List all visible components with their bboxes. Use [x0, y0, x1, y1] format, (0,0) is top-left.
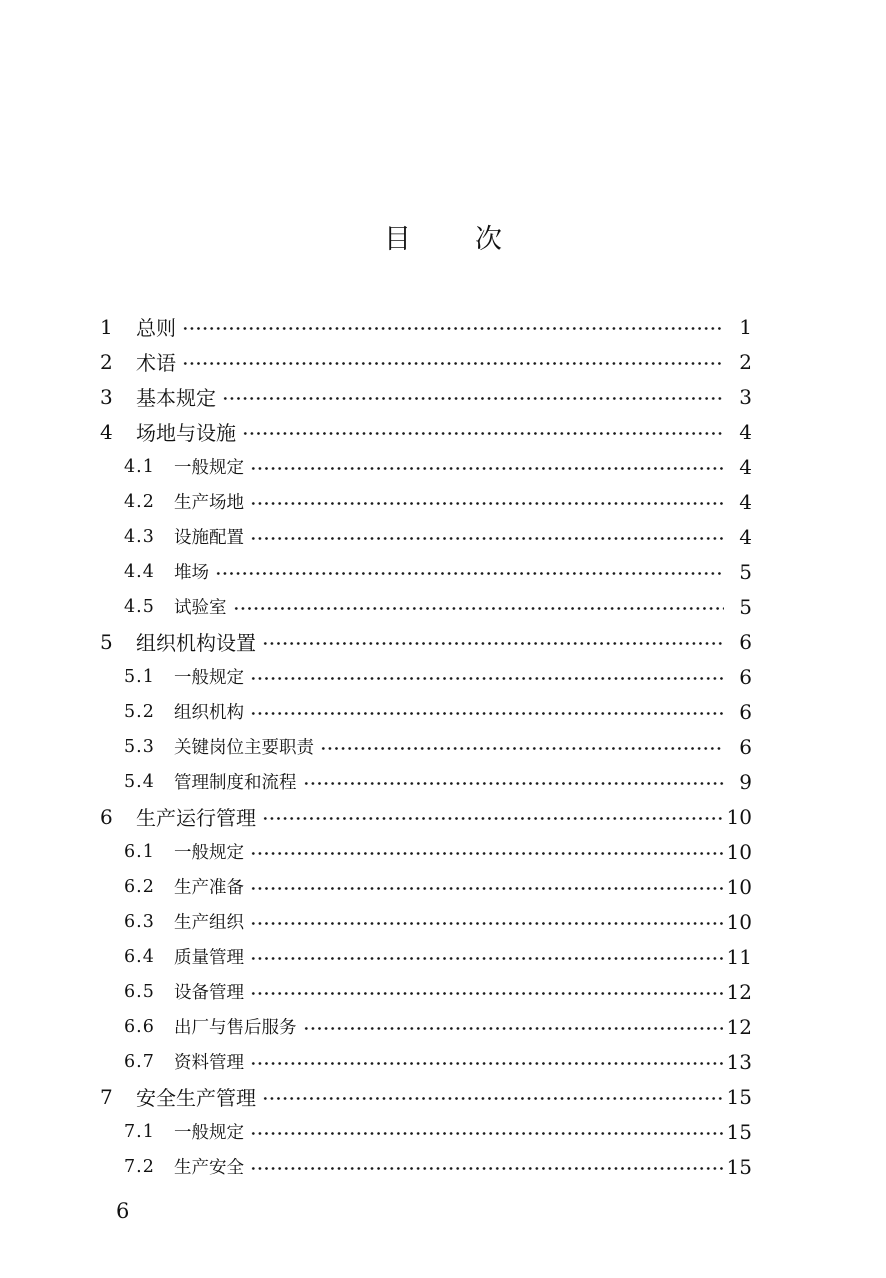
toc-entry[interactable]: [0, 1079, 886, 1114]
toc-entry-label: 生产场地: [174, 493, 244, 513]
toc-entry-content: [124, 554, 752, 589]
toc-entry-label: 生产准备: [174, 878, 244, 898]
toc-entry[interactable]: [0, 834, 886, 869]
toc-entry[interactable]: [0, 904, 886, 939]
dot-leader: [320, 747, 724, 750]
toc-entry[interactable]: [0, 344, 886, 379]
dot-leader: [250, 852, 723, 855]
dot-leader: [303, 1027, 723, 1030]
toc-entry-label: 资料管理: [174, 1053, 244, 1073]
toc-entry-number: 6.4: [124, 946, 155, 967]
toc-entry-content: [124, 1009, 752, 1044]
toc-entry-page: 1: [739, 314, 752, 339]
toc-entry-label: 设备管理: [174, 983, 244, 1003]
toc-entry-number: 5.3: [124, 736, 155, 757]
toc-entry-content: [124, 974, 752, 1009]
toc-entry-label: 质量管理: [174, 948, 244, 968]
toc-entry-number: 6.6: [124, 1016, 155, 1037]
toc-entry[interactable]: [0, 1044, 886, 1079]
toc-entry-number: 4.5: [124, 596, 155, 617]
toc-entry-page: 15: [726, 1154, 752, 1179]
toc-entry-number: 4.3: [124, 526, 155, 547]
page-number: 6: [116, 1199, 130, 1223]
toc-entry[interactable]: [0, 974, 886, 1009]
toc-entry-number: 1: [100, 314, 113, 339]
toc-entry-number: 5.2: [124, 701, 155, 722]
toc-entry-number: 6.3: [124, 911, 155, 932]
toc-entry-number: 3: [100, 384, 113, 409]
toc-entry-page: 4: [739, 524, 752, 549]
toc-entry[interactable]: [0, 449, 886, 484]
toc-entry-page: 4: [739, 454, 752, 479]
toc-entry-label: 关键岗位主要职责: [174, 738, 314, 758]
toc-entry-label: 一般规定: [174, 843, 244, 863]
toc-entry-content: [124, 694, 752, 729]
toc-entry-number: 4.4: [124, 561, 155, 582]
toc-entry-page: 13: [726, 1049, 752, 1074]
toc-entry-label: 一般规定: [174, 458, 244, 478]
toc-entry-content: [124, 659, 752, 694]
toc-entry-content: [124, 904, 752, 939]
toc-entry-label: 生产组织: [174, 913, 244, 933]
toc-entry[interactable]: [0, 1009, 886, 1044]
toc-entry-number: 5.4: [124, 771, 155, 792]
toc-entry[interactable]: [0, 764, 886, 799]
toc-entry-number: 2: [100, 349, 113, 374]
dot-leader: [303, 782, 725, 785]
dot-leader: [182, 362, 724, 365]
toc-entry-content: [100, 799, 752, 834]
toc-entry[interactable]: [0, 869, 886, 904]
dot-leader: [215, 572, 724, 575]
toc-entry-number: 7.2: [124, 1156, 155, 1177]
toc-entry-label: 术语: [136, 351, 176, 375]
toc-entry-label: 生产运行管理: [136, 806, 256, 830]
toc-entry-content: [100, 379, 752, 414]
toc-entry-number: 4.2: [124, 491, 155, 512]
toc-entry-page: 5: [739, 559, 752, 584]
toc-entry-number: 6.7: [124, 1051, 155, 1072]
dot-leader: [242, 432, 724, 435]
toc-entry[interactable]: [0, 589, 886, 624]
toc-entry-content: [100, 624, 752, 659]
toc-entry-label: 堆场: [174, 563, 209, 583]
toc-entry[interactable]: [0, 554, 886, 589]
toc-entry-content: [124, 1044, 752, 1079]
dot-leader: [250, 922, 723, 925]
toc-entry-number: 5.1: [124, 666, 155, 687]
toc-entry-label: 总则: [136, 316, 176, 340]
dot-leader: [250, 467, 724, 470]
dot-leader: [250, 887, 723, 890]
toc-entry-label: 管理制度和流程: [174, 773, 297, 793]
toc-entry-page: 3: [739, 384, 752, 409]
toc-entry-content: [100, 309, 752, 344]
toc-entry-number: 6.2: [124, 876, 155, 897]
toc-entry[interactable]: [0, 624, 886, 659]
toc-entry-content: [100, 414, 752, 449]
dot-leader: [222, 397, 724, 400]
toc-entry-number: 4.1: [124, 456, 155, 477]
toc-title: 目次: [384, 224, 566, 255]
dot-leader: [250, 677, 724, 680]
toc-entry-number: 6: [100, 804, 113, 829]
toc-entry-page: 6: [739, 699, 752, 724]
toc-entry[interactable]: [0, 1114, 886, 1149]
toc-entry-label: 基本规定: [136, 386, 216, 410]
toc-entry[interactable]: [0, 519, 886, 554]
toc-entry[interactable]: [0, 309, 886, 344]
toc-entry-page: 6: [739, 734, 752, 759]
toc-entry-label: 组织机构: [174, 703, 244, 723]
toc-entry-label: 场地与设施: [136, 421, 236, 445]
toc-entry-page: 6: [739, 664, 752, 689]
toc-entry-page: 4: [739, 419, 752, 444]
toc-entry-content: [100, 344, 752, 379]
toc-entry-content: [124, 484, 752, 519]
toc-entry-content: [124, 764, 752, 799]
dot-leader: [250, 712, 724, 715]
toc-entry-label: 出厂与售后服务: [174, 1018, 297, 1038]
dot-leader: [250, 502, 724, 505]
toc-entry[interactable]: [0, 659, 886, 694]
toc-entry-page: 6: [739, 629, 752, 654]
toc-entry-label: 生产安全: [174, 1158, 244, 1178]
toc-entry[interactable]: [0, 379, 886, 414]
dot-leader: [250, 957, 723, 960]
toc-entry-number: 6.5: [124, 981, 155, 1002]
toc-entry-number: 6.1: [124, 841, 155, 862]
toc-entry-page: 15: [726, 1084, 752, 1109]
toc-entry-label: 设施配置: [174, 528, 244, 548]
toc-entry-content: [124, 1114, 752, 1149]
toc-entry[interactable]: [0, 414, 886, 449]
toc-entry-label: 一般规定: [174, 1123, 244, 1143]
toc-entry-number: 5: [100, 629, 113, 654]
dot-leader: [182, 327, 724, 330]
toc-entry[interactable]: [0, 1149, 886, 1184]
toc-entry-content: [124, 834, 752, 869]
toc-entry-content: [124, 869, 752, 904]
dot-leader: [250, 537, 724, 540]
toc-entry-label: 安全生产管理: [136, 1086, 256, 1110]
dot-leader: [250, 992, 723, 995]
toc-entry-page: 4: [739, 489, 752, 514]
toc-entry-page: 11: [726, 944, 752, 969]
toc-entry[interactable]: [0, 939, 886, 974]
toc-entry-page: 10: [726, 839, 752, 864]
toc-entry-page: 2: [739, 349, 752, 374]
toc-entry-page: 10: [726, 874, 752, 899]
dot-leader: [262, 642, 724, 645]
toc-entry-page: 12: [726, 979, 752, 1004]
toc-entry-page: 10: [726, 804, 752, 829]
dot-leader: [262, 1097, 723, 1100]
toc-entry-page: 5: [739, 594, 752, 619]
toc-entry-content: [124, 1149, 752, 1184]
dot-leader: [233, 607, 725, 610]
toc-entry-page: 15: [726, 1119, 752, 1144]
toc-entry-content: [124, 729, 752, 764]
toc-entry[interactable]: [0, 694, 886, 729]
toc-entry-label: 试验室: [174, 598, 227, 618]
toc-entry-page: 9: [739, 769, 752, 794]
toc-entry[interactable]: [0, 484, 886, 519]
toc-entry[interactable]: [0, 729, 886, 764]
toc-entry-content: [124, 519, 752, 554]
dot-leader: [262, 817, 723, 820]
toc-entry-content: [100, 1079, 752, 1114]
dot-leader: [250, 1132, 723, 1135]
toc-entry-number: 4: [100, 419, 113, 444]
toc-entry-content: [124, 589, 752, 624]
toc-entry[interactable]: [0, 799, 886, 834]
toc-entry-page: 12: [726, 1014, 752, 1039]
toc-entry-label: 一般规定: [174, 668, 244, 688]
toc-entry-number: 7: [100, 1084, 113, 1109]
toc-entry-label: 组织机构设置: [136, 631, 256, 655]
dot-leader: [250, 1167, 723, 1170]
dot-leader: [250, 1062, 723, 1065]
toc-entry-content: [124, 939, 752, 974]
toc-entry-number: 7.1: [124, 1121, 155, 1142]
toc-entry-page: 10: [726, 909, 752, 934]
toc-entry-content: [124, 449, 752, 484]
